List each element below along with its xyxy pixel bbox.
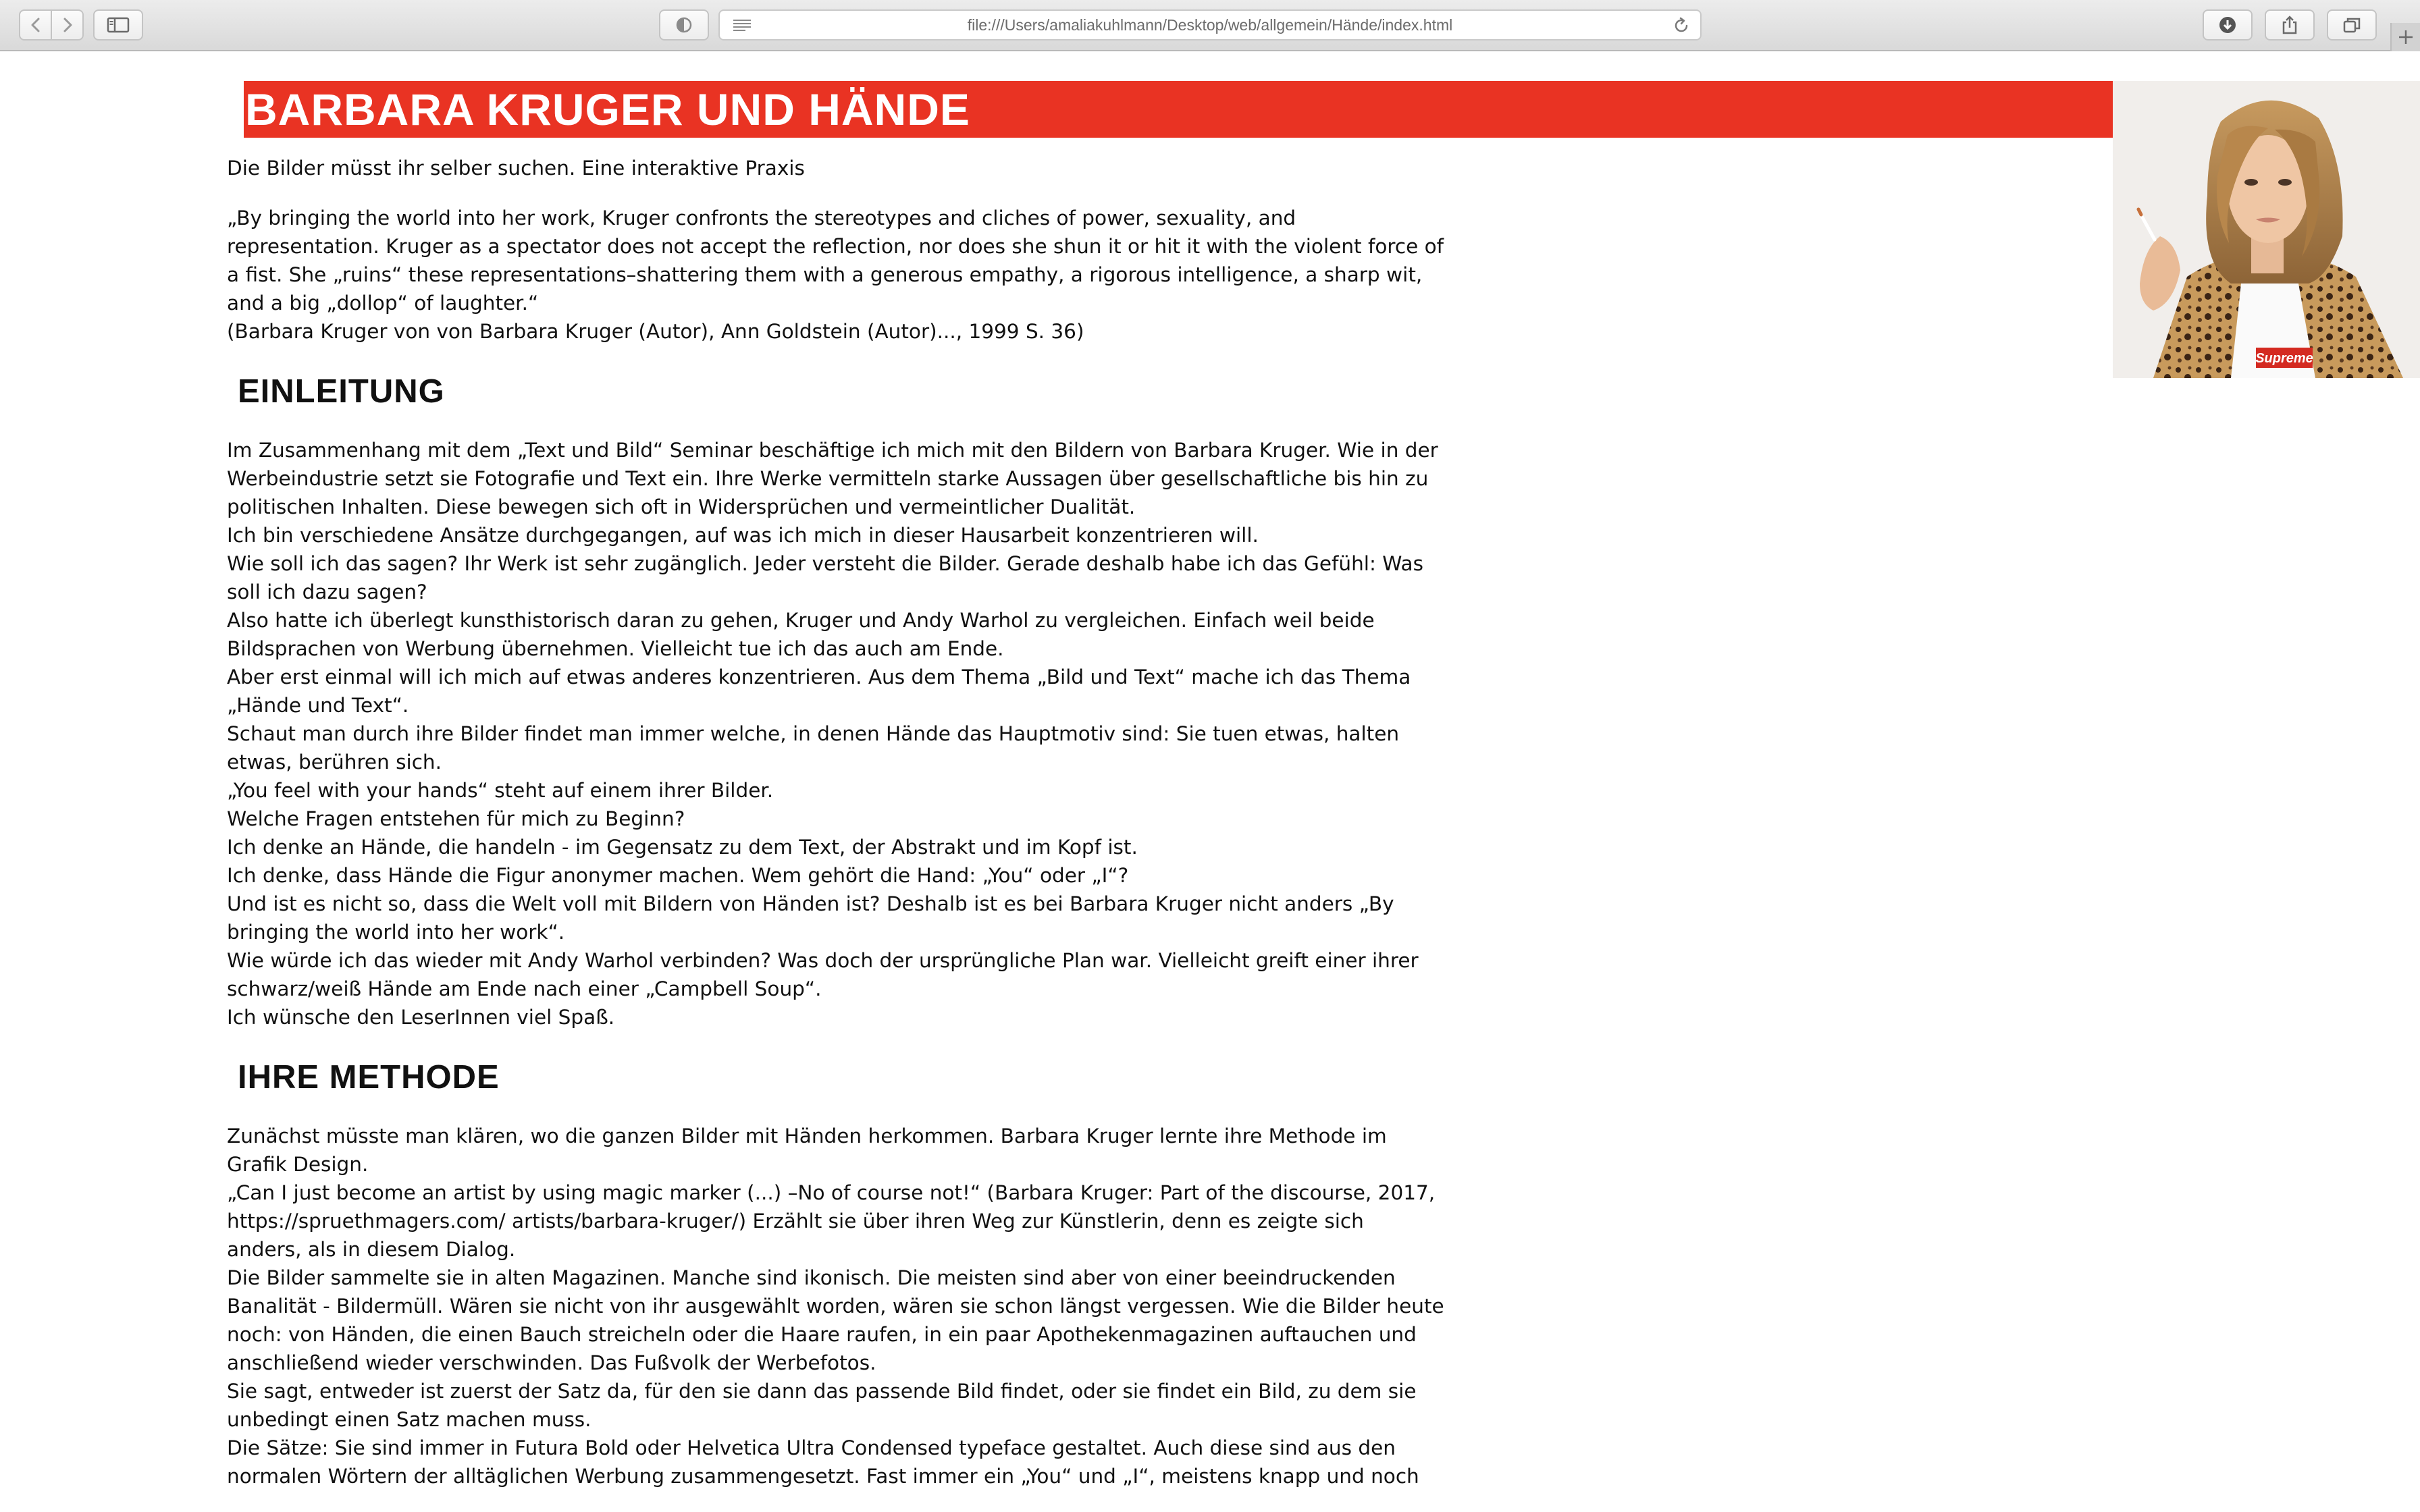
paragraph-line: Und ist es nicht so, dass die Welt voll mit Bildern von Händen ist? Deshalb ist es bei Barbara Kruger nicht anders „By bbox=[227, 892, 1394, 915]
reload-icon[interactable] bbox=[1672, 16, 1691, 35]
chevron-right-icon bbox=[60, 16, 75, 34]
address-bar[interactable] bbox=[718, 9, 1702, 40]
privacy-report-button[interactable] bbox=[659, 9, 709, 40]
paragraph-line: https://spruethmagers.com/ artists/barbara-kruger/) Erzählt sie über ihren Weg zur Künstlerin, denn es zeigte sich bbox=[227, 1210, 1364, 1233]
title-banner bbox=[244, 81, 2113, 138]
section-heading-ihre-methode: IHRE METHODE bbox=[238, 1059, 500, 1096]
paragraph-line: Banalität - Bildermüll. Wären sie nicht von ihr ausgewählt worden, wären sie schon längst vergessen. Wie die Bilder heute bbox=[227, 1295, 1444, 1318]
paragraph-line: Wie würde ich das wieder mit Andy Warhol verbinden? Was doch der ursprüngliche Plan war. Vielleicht greift einer ihrer bbox=[227, 949, 1419, 972]
paragraph-line: Ich denke, dass Hände die Figur anonymer machen. Wem gehört die Hand: „You“ oder „I“? bbox=[227, 864, 1129, 887]
quote-block bbox=[227, 204, 1444, 346]
section-heading-einleitung: EINLEITUNG bbox=[238, 373, 445, 410]
paragraph-line: „Hände und Text“. bbox=[227, 694, 409, 717]
portrait-illustration bbox=[2113, 81, 2420, 378]
article-body bbox=[227, 154, 1444, 1490]
paragraph-line: bringing the world into her work“. bbox=[227, 921, 565, 944]
web-page bbox=[0, 53, 2420, 1512]
browser-toolbar bbox=[0, 0, 2420, 51]
paragraph-line: schwarz/weiß Hände am Ende nach einer „Campbell Soup“. bbox=[227, 977, 822, 1000]
quote-line: representation. Kruger as a spectator does not accept the reflection, nor does she shun it or hit it with the violent force of bbox=[227, 235, 1444, 258]
intro-line: Die Bilder müsst ihr selber suchen. Eine interaktive Praxis bbox=[227, 157, 805, 180]
quote-line: „By bringing the world into her work, Kruger confronts the stereotypes and cliches of power, sexuality, and bbox=[227, 207, 1296, 230]
shield-half-icon bbox=[675, 16, 693, 34]
paragraph-line: Also hatte ich überlegt kunsthistorisch daran zu gehen, Kruger und Andy Warhol zu vergleichen. Einfach weil beide bbox=[227, 609, 1375, 632]
spacer bbox=[227, 182, 1436, 204]
paragraph-line: Zunächst müsste man klären, wo die ganzen Bilder mit Händen herkommen. Barbara Kruger lernte ihre Methode im bbox=[227, 1125, 1387, 1148]
tabs-overview-button[interactable] bbox=[2327, 9, 2377, 40]
history-navigation bbox=[19, 9, 85, 40]
paragraph-line: Aber erst einmal will ich mich auf etwas anderes konzentrieren. Aus dem Thema „Bild und Text“ mache ich das Thema bbox=[227, 666, 1411, 688]
quote-line: a fist. She „ruins“ these representations–shattering them with a generous empathy, a rigorous intelligence, a sharp wit, bbox=[227, 263, 1423, 286]
paragraph-line: Werbeindustrie setzt sie Fotografie und Text ein. Ihre Werke vermitteln starke Aussagen über gesellschaftliche bis hin zu bbox=[227, 467, 1429, 490]
back-button[interactable] bbox=[19, 9, 52, 40]
sidebar-button[interactable] bbox=[93, 9, 143, 40]
paragraph-line: soll ich dazu sagen? bbox=[227, 580, 427, 603]
download-icon bbox=[2218, 16, 2237, 34]
chevron-left-icon bbox=[28, 16, 43, 34]
paragraph-line: Ich wünsche den LeserInnen viel Spaß. bbox=[227, 1006, 615, 1029]
page-title: BARBARA KRUGER UND HÄNDE bbox=[245, 84, 970, 134]
paragraph-line: etwas, berühren sich. bbox=[227, 751, 442, 774]
plus-icon bbox=[2397, 28, 2415, 46]
portrait-photo bbox=[2113, 81, 2420, 378]
share-button[interactable] bbox=[2265, 9, 2315, 40]
paragraph-line: Wie soll ich das sagen? Ihr Werk ist sehr zugänglich. Jeder versteht die Bilder. Gerade deshalb habe ich das Gefühl: Was bbox=[227, 552, 1424, 575]
quote-line: and a big „dollop“ of laughter.“ bbox=[227, 292, 539, 315]
paragraph-line: Sie sagt, entweder ist zuerst der Satz da, für den sie dann das passende Bild findet, oder sie findet ein Bild, zu dem sie bbox=[227, 1380, 1417, 1403]
paragraph-line: Im Zusammenhang mit dem „Text und Bild“ Seminar beschäftige ich mich mit den Bildern von Barbara Kruger. Wie in der bbox=[227, 439, 1438, 462]
url-text[interactable]: file:///Users/amaliakuhlmann/Desktop/web/allgemein/Hände/index.html bbox=[967, 16, 1453, 34]
paragraph-line: Grafik Design. bbox=[227, 1153, 369, 1176]
downloads-button[interactable] bbox=[2203, 9, 2253, 40]
paragraph-line: normalen Wörtern der alltäglichen Werbung zusammengesetzt. Fast immer ein „You“ und „I“, meistens knapp und noch bbox=[227, 1465, 1419, 1488]
new-tab-button[interactable] bbox=[2390, 23, 2420, 51]
paragraph-line: Schaut man durch ihre Bilder findet man immer welche, in denen Hände das Hauptmotiv sind: Sie tuen etwas, halten bbox=[227, 722, 1400, 745]
quote-citation: (Barbara Kruger von von Barbara Kruger (Autor), Ann Goldstein (Autor)..., 1999 S. 36) bbox=[227, 320, 1084, 343]
paragraph-line: noch: von Händen, die einen Bauch streicheln oder die Haare raufen, in ein paar Apothekenmagazinen auftauchen und bbox=[227, 1323, 1417, 1346]
paragraph-line: Die Bilder sammelte sie in alten Magazinen. Manche sind ikonisch. Die meisten sind aber von einer beeindruckenden bbox=[227, 1266, 1396, 1289]
paragraph-line: Ich bin verschiedene Ansätze durchgegangen, auf was ich mich in dieser Hausarbeit konzentrieren will. bbox=[227, 524, 1259, 547]
paragraph-line: „Can I just become an artist by using magic marker (...) –No of course not!“ (Barbara Kruger: Part of the discourse, 2017, bbox=[227, 1181, 1436, 1204]
forward-button[interactable] bbox=[51, 9, 84, 40]
paragraph-line: anschließend wieder verschwinden. Das Fußvolk der Werbefotos. bbox=[227, 1351, 876, 1374]
paragraph-line: politischen Inhalten. Diese bewegen sich oft in Widersprüchen und vermeintlicher Dualität. bbox=[227, 495, 1136, 518]
section-einleitung bbox=[227, 436, 1436, 1031]
share-icon bbox=[2281, 15, 2298, 35]
reader-lines-icon[interactable] bbox=[732, 18, 752, 33]
tabs-overview-icon bbox=[2342, 16, 2361, 34]
paragraph-line: Die Sätze: Sie sind immer in Futura Bold oder Helvetica Ultra Condensed typeface gestaltet. Auch diese sind aus den bbox=[227, 1436, 1396, 1459]
paragraph-line: Bildsprachen von Werbung übernehmen. Vielleicht tue ich das auch am Ende. bbox=[227, 637, 1004, 660]
paragraph-line: Ich denke an Hände, die handeln - im Gegensatz zu dem Text, der Abstrakt und im Kopf ist. bbox=[227, 836, 1138, 859]
paragraph-line: unbedingt einen Satz machen muss. bbox=[227, 1408, 591, 1431]
paragraph-line: Welche Fragen entstehen für mich zu Beginn? bbox=[227, 807, 685, 830]
shirt-logo-text: Supreme bbox=[2255, 351, 2313, 366]
paragraph-line: „You feel with your hands“ steht auf einem ihrer Bilder. bbox=[227, 779, 774, 802]
paragraph-line: anders, als in diesem Dialog. bbox=[227, 1238, 516, 1261]
section-ihre-methode bbox=[227, 1122, 1444, 1490]
sidebar-icon bbox=[107, 17, 130, 33]
